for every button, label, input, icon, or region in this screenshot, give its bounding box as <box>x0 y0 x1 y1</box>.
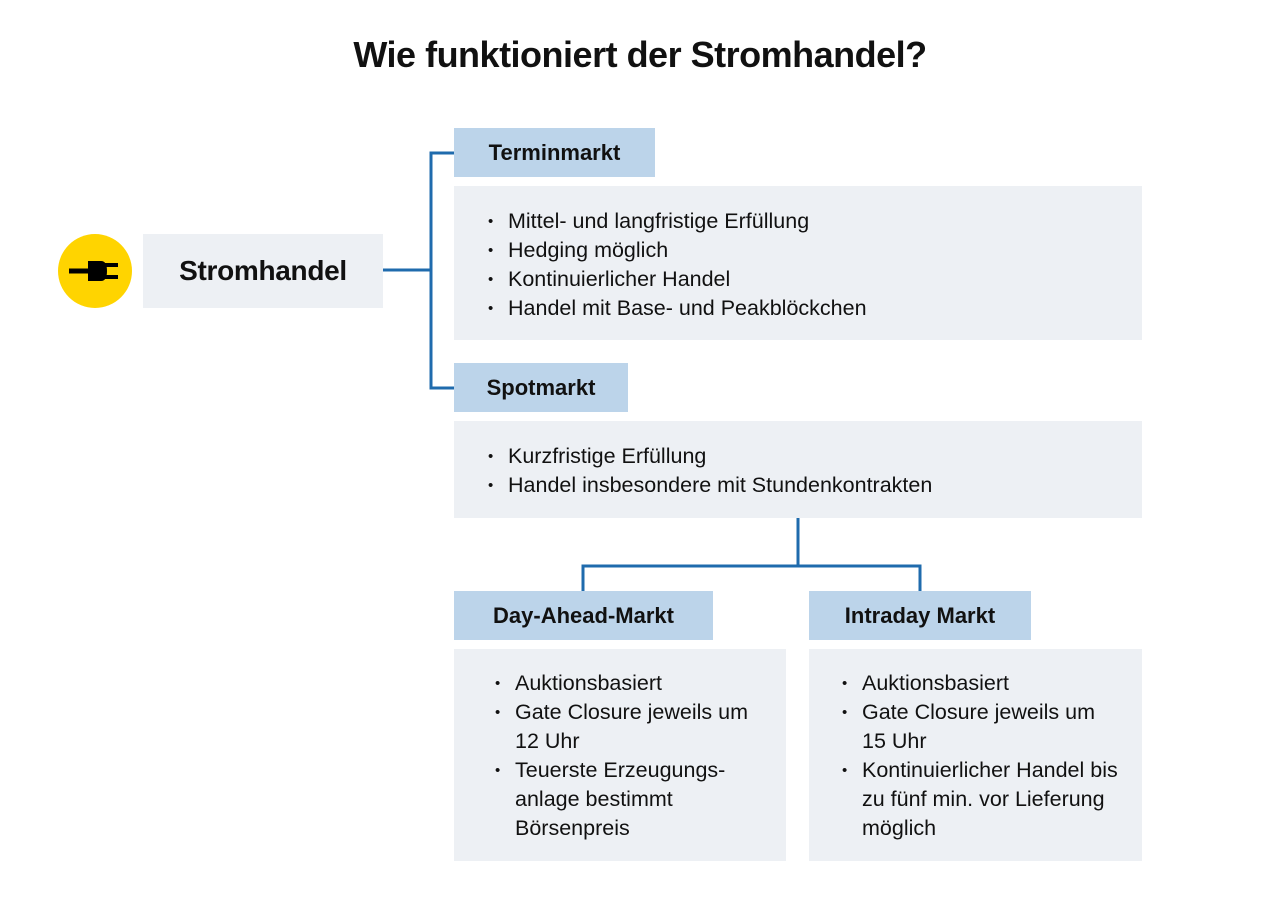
list-item: • Auktionsbasiert <box>492 669 786 698</box>
list-item: • Gate Closure jeweils um 15 Uhr <box>839 698 1102 756</box>
list-item: • Mittel- und langfristige Erfüllung <box>485 207 1142 236</box>
list-item: • Kontinuierlicher Handel bis zu fünf min. vor Lieferung möglich <box>839 756 1132 843</box>
root-node-stromhandel <box>143 234 383 308</box>
list-item: • Hedging möglich <box>485 236 1142 265</box>
list-item: • Gate Closure jeweils um 12 Uhr <box>492 698 755 756</box>
plug-icon <box>58 234 132 308</box>
list-item: • Handel insbesondere mit Stundenkontrakten <box>485 471 1142 500</box>
intraday-card <box>809 649 1142 861</box>
connector-to-terminmarkt <box>431 153 454 270</box>
list-item: • Kurzfristige Erfüllung <box>485 442 1142 471</box>
spotmarkt-card <box>454 421 1142 518</box>
day-ahead-heading: Day-Ahead-Markt <box>454 591 713 640</box>
list-item: • Kontinuierlicher Handel <box>485 265 1142 294</box>
root-label: Stromhandel <box>179 255 347 286</box>
terminmarkt-list <box>485 207 1142 323</box>
diagram-title: Wie funktioniert der Stromhandel? <box>353 34 927 75</box>
spotmarkt-heading: Spotmarkt <box>454 363 628 412</box>
terminmarkt-card <box>454 186 1142 340</box>
spotmarkt-list <box>485 442 1142 500</box>
intraday-heading: Intraday Markt <box>809 591 1031 640</box>
list-item: • Teuerste Erzeugungs-anlage bestimmt Börsenpreis <box>492 756 770 843</box>
list-item: • Auktionsbasiert <box>839 669 1142 698</box>
day-ahead-card <box>454 649 786 861</box>
list-item: • Handel mit Base- und Peakblöckchen <box>485 294 1142 323</box>
connector-to-spotmarkt <box>431 270 454 388</box>
terminmarkt-heading: Terminmarkt <box>454 128 655 177</box>
connector-spot-split <box>583 566 920 591</box>
intraday-list <box>839 669 1142 843</box>
day-ahead-list <box>492 669 786 843</box>
plug-badge <box>58 234 132 308</box>
